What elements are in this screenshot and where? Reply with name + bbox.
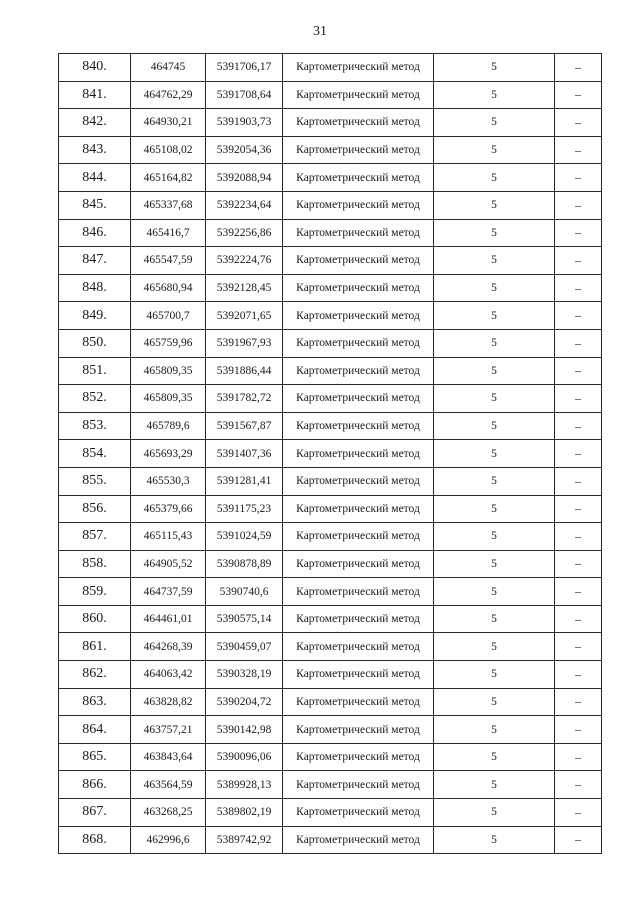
coordinate-y-cell: 5391886,44 xyxy=(206,357,283,385)
coordinate-x-cell: 463268,25 xyxy=(131,799,206,827)
note-cell: – xyxy=(555,633,602,661)
coordinate-x-cell: 463843,64 xyxy=(131,743,206,771)
table-row xyxy=(59,771,602,799)
coordinate-y-cell: 5390740,6 xyxy=(206,578,283,606)
note-cell: – xyxy=(555,385,602,413)
note-cell: – xyxy=(555,716,602,744)
coordinate-y-cell: 5390142,98 xyxy=(206,716,283,744)
note-cell: – xyxy=(555,329,602,357)
coordinate-x-cell: 465164,82 xyxy=(131,164,206,192)
accuracy-cell: 5 xyxy=(434,54,555,82)
accuracy-cell: 5 xyxy=(434,385,555,413)
coordinate-y-cell: 5392088,94 xyxy=(206,164,283,192)
method-cell: Картометрический метод xyxy=(283,81,434,109)
table-row xyxy=(59,661,602,689)
point-number-cell: 853. xyxy=(59,412,131,440)
note-cell: – xyxy=(555,605,602,633)
accuracy-cell: 5 xyxy=(434,440,555,468)
coordinate-x-cell: 465789,6 xyxy=(131,412,206,440)
method-cell: Картометрический метод xyxy=(283,495,434,523)
method-cell: Картометрический метод xyxy=(283,274,434,302)
accuracy-cell: 5 xyxy=(434,219,555,247)
note-cell: – xyxy=(555,467,602,495)
method-cell: Картометрический метод xyxy=(283,661,434,689)
table-row xyxy=(59,274,602,302)
point-number-cell: 867. xyxy=(59,799,131,827)
table-row xyxy=(59,219,602,247)
accuracy-cell: 5 xyxy=(434,302,555,330)
point-number-cell: 850. xyxy=(59,329,131,357)
table-row xyxy=(59,743,602,771)
note-cell: – xyxy=(555,191,602,219)
table-row xyxy=(59,412,602,440)
point-number-cell: 855. xyxy=(59,467,131,495)
coordinate-y-cell: 5390575,14 xyxy=(206,605,283,633)
coordinate-x-cell: 464461,01 xyxy=(131,605,206,633)
accuracy-cell: 5 xyxy=(434,743,555,771)
method-cell: Картометрический метод xyxy=(283,440,434,468)
coordinate-y-cell: 5389802,19 xyxy=(206,799,283,827)
coordinate-y-cell: 5391967,93 xyxy=(206,329,283,357)
coordinate-x-cell: 464745 xyxy=(131,54,206,82)
method-cell: Картометрический метод xyxy=(283,578,434,606)
table-row xyxy=(59,467,602,495)
method-cell: Картометрический метод xyxy=(283,302,434,330)
coordinate-y-cell: 5389742,92 xyxy=(206,826,283,854)
note-cell: – xyxy=(555,357,602,385)
accuracy-cell: 5 xyxy=(434,688,555,716)
coordinate-y-cell: 5392224,76 xyxy=(206,247,283,275)
note-cell: – xyxy=(555,688,602,716)
point-number-cell: 858. xyxy=(59,550,131,578)
coordinate-y-cell: 5392256,86 xyxy=(206,219,283,247)
coordinate-y-cell: 5390204,72 xyxy=(206,688,283,716)
accuracy-cell: 5 xyxy=(434,274,555,302)
note-cell: – xyxy=(555,826,602,854)
table-row xyxy=(59,357,602,385)
accuracy-cell: 5 xyxy=(434,771,555,799)
note-cell: – xyxy=(555,495,602,523)
point-number-cell: 854. xyxy=(59,440,131,468)
coordinate-y-cell: 5391708,64 xyxy=(206,81,283,109)
coordinate-y-cell: 5391567,87 xyxy=(206,412,283,440)
accuracy-cell: 5 xyxy=(434,247,555,275)
method-cell: Картометрический метод xyxy=(283,219,434,247)
accuracy-cell: 5 xyxy=(434,467,555,495)
coordinate-x-cell: 465700,7 xyxy=(131,302,206,330)
table-row xyxy=(59,191,602,219)
coordinate-x-cell: 465530,3 xyxy=(131,467,206,495)
note-cell: – xyxy=(555,412,602,440)
coordinate-x-cell: 465547,59 xyxy=(131,247,206,275)
note-cell: – xyxy=(555,661,602,689)
point-number-cell: 840. xyxy=(59,54,131,82)
method-cell: Картометрический метод xyxy=(283,633,434,661)
coordinate-y-cell: 5390328,19 xyxy=(206,661,283,689)
point-number-cell: 862. xyxy=(59,661,131,689)
table-row xyxy=(59,578,602,606)
method-cell: Картометрический метод xyxy=(283,357,434,385)
method-cell: Картометрический метод xyxy=(283,688,434,716)
coordinate-x-cell: 464063,42 xyxy=(131,661,206,689)
coordinate-y-cell: 5392128,45 xyxy=(206,274,283,302)
point-number-cell: 861. xyxy=(59,633,131,661)
coordinate-x-cell: 465416,7 xyxy=(131,219,206,247)
accuracy-cell: 5 xyxy=(434,550,555,578)
table-row xyxy=(59,136,602,164)
point-number-cell: 863. xyxy=(59,688,131,716)
point-number-cell: 847. xyxy=(59,247,131,275)
method-cell: Картометрический метод xyxy=(283,191,434,219)
table-row xyxy=(59,81,602,109)
coordinate-y-cell: 5392071,65 xyxy=(206,302,283,330)
note-cell: – xyxy=(555,302,602,330)
table-row xyxy=(59,54,602,82)
table-row xyxy=(59,247,602,275)
point-number-cell: 846. xyxy=(59,219,131,247)
accuracy-cell: 5 xyxy=(434,716,555,744)
coordinate-x-cell: 465693,29 xyxy=(131,440,206,468)
table-row xyxy=(59,799,602,827)
coordinate-x-cell: 465115,43 xyxy=(131,523,206,551)
note-cell: – xyxy=(555,54,602,82)
note-cell: – xyxy=(555,799,602,827)
table-row xyxy=(59,302,602,330)
method-cell: Картометрический метод xyxy=(283,109,434,137)
accuracy-cell: 5 xyxy=(434,136,555,164)
note-cell: – xyxy=(555,550,602,578)
coordinate-x-cell: 463757,21 xyxy=(131,716,206,744)
coordinate-y-cell: 5391175,23 xyxy=(206,495,283,523)
method-cell: Картометрический метод xyxy=(283,716,434,744)
point-number-cell: 841. xyxy=(59,81,131,109)
coordinate-x-cell: 465379,66 xyxy=(131,495,206,523)
note-cell: – xyxy=(555,743,602,771)
coordinate-x-cell: 464762,29 xyxy=(131,81,206,109)
accuracy-cell: 5 xyxy=(434,357,555,385)
table-row xyxy=(59,633,602,661)
coordinates-table xyxy=(58,53,602,854)
coordinate-x-cell: 464268,39 xyxy=(131,633,206,661)
method-cell: Картометрический метод xyxy=(283,550,434,578)
method-cell: Картометрический метод xyxy=(283,771,434,799)
method-cell: Картометрический метод xyxy=(283,329,434,357)
point-number-cell: 842. xyxy=(59,109,131,137)
table-row xyxy=(59,109,602,137)
method-cell: Картометрический метод xyxy=(283,826,434,854)
note-cell: – xyxy=(555,440,602,468)
point-number-cell: 848. xyxy=(59,274,131,302)
point-number-cell: 864. xyxy=(59,716,131,744)
point-number-cell: 857. xyxy=(59,523,131,551)
coordinate-x-cell: 465809,35 xyxy=(131,357,206,385)
coordinate-x-cell: 465759,96 xyxy=(131,329,206,357)
point-number-cell: 843. xyxy=(59,136,131,164)
accuracy-cell: 5 xyxy=(434,799,555,827)
accuracy-cell: 5 xyxy=(434,605,555,633)
table-row xyxy=(59,826,602,854)
coordinate-y-cell: 5391706,17 xyxy=(206,54,283,82)
table-row xyxy=(59,495,602,523)
method-cell: Картометрический метод xyxy=(283,467,434,495)
coordinate-y-cell: 5390878,89 xyxy=(206,550,283,578)
note-cell: – xyxy=(555,219,602,247)
coordinate-y-cell: 5391281,41 xyxy=(206,467,283,495)
coordinate-y-cell: 5390459,07 xyxy=(206,633,283,661)
coordinate-y-cell: 5389928,13 xyxy=(206,771,283,799)
point-number-cell: 860. xyxy=(59,605,131,633)
accuracy-cell: 5 xyxy=(434,661,555,689)
coordinate-x-cell: 465108,02 xyxy=(131,136,206,164)
method-cell: Картометрический метод xyxy=(283,385,434,413)
accuracy-cell: 5 xyxy=(434,81,555,109)
point-number-cell: 851. xyxy=(59,357,131,385)
coordinate-x-cell: 465337,68 xyxy=(131,191,206,219)
coordinate-x-cell: 464737,59 xyxy=(131,578,206,606)
table-row xyxy=(59,716,602,744)
coordinate-y-cell: 5390096,06 xyxy=(206,743,283,771)
accuracy-cell: 5 xyxy=(434,191,555,219)
method-cell: Картометрический метод xyxy=(283,412,434,440)
coordinate-x-cell: 464905,52 xyxy=(131,550,206,578)
note-cell: – xyxy=(555,578,602,606)
table-row xyxy=(59,688,602,716)
page-number: 31 xyxy=(313,24,327,39)
point-number-cell: 866. xyxy=(59,771,131,799)
note-cell: – xyxy=(555,81,602,109)
coordinate-y-cell: 5391903,73 xyxy=(206,109,283,137)
point-number-cell: 865. xyxy=(59,743,131,771)
accuracy-cell: 5 xyxy=(434,329,555,357)
table-row xyxy=(59,385,602,413)
accuracy-cell: 5 xyxy=(434,826,555,854)
point-number-cell: 845. xyxy=(59,191,131,219)
accuracy-cell: 5 xyxy=(434,633,555,661)
coordinate-x-cell: 464930,21 xyxy=(131,109,206,137)
method-cell: Картометрический метод xyxy=(283,799,434,827)
method-cell: Картометрический метод xyxy=(283,523,434,551)
coordinate-x-cell: 463828,82 xyxy=(131,688,206,716)
method-cell: Картометрический метод xyxy=(283,164,434,192)
method-cell: Картометрический метод xyxy=(283,743,434,771)
method-cell: Картометрический метод xyxy=(283,247,434,275)
coordinate-y-cell: 5391024,59 xyxy=(206,523,283,551)
note-cell: – xyxy=(555,771,602,799)
point-number-cell: 852. xyxy=(59,385,131,413)
coordinate-y-cell: 5392054,36 xyxy=(206,136,283,164)
point-number-cell: 844. xyxy=(59,164,131,192)
accuracy-cell: 5 xyxy=(434,578,555,606)
method-cell: Картометрический метод xyxy=(283,54,434,82)
coordinate-x-cell: 465809,35 xyxy=(131,385,206,413)
note-cell: – xyxy=(555,247,602,275)
table-row xyxy=(59,523,602,551)
coordinates-table-body xyxy=(59,54,602,854)
method-cell: Картометрический метод xyxy=(283,136,434,164)
point-number-cell: 868. xyxy=(59,826,131,854)
table-row xyxy=(59,164,602,192)
note-cell: – xyxy=(555,164,602,192)
coordinate-x-cell: 465680,94 xyxy=(131,274,206,302)
coordinate-y-cell: 5391407,36 xyxy=(206,440,283,468)
table-row xyxy=(59,550,602,578)
note-cell: – xyxy=(555,136,602,164)
point-number-cell: 849. xyxy=(59,302,131,330)
accuracy-cell: 5 xyxy=(434,109,555,137)
point-number-cell: 859. xyxy=(59,578,131,606)
method-cell: Картометрический метод xyxy=(283,605,434,633)
note-cell: – xyxy=(555,109,602,137)
note-cell: – xyxy=(555,274,602,302)
table-row xyxy=(59,605,602,633)
accuracy-cell: 5 xyxy=(434,495,555,523)
accuracy-cell: 5 xyxy=(434,412,555,440)
coordinate-x-cell: 463564,59 xyxy=(131,771,206,799)
note-cell: – xyxy=(555,523,602,551)
table-row xyxy=(59,329,602,357)
point-number-cell: 856. xyxy=(59,495,131,523)
coordinate-y-cell: 5392234,64 xyxy=(206,191,283,219)
accuracy-cell: 5 xyxy=(434,164,555,192)
table-row xyxy=(59,440,602,468)
accuracy-cell: 5 xyxy=(434,523,555,551)
coordinate-y-cell: 5391782,72 xyxy=(206,385,283,413)
coordinate-x-cell: 462996,6 xyxy=(131,826,206,854)
